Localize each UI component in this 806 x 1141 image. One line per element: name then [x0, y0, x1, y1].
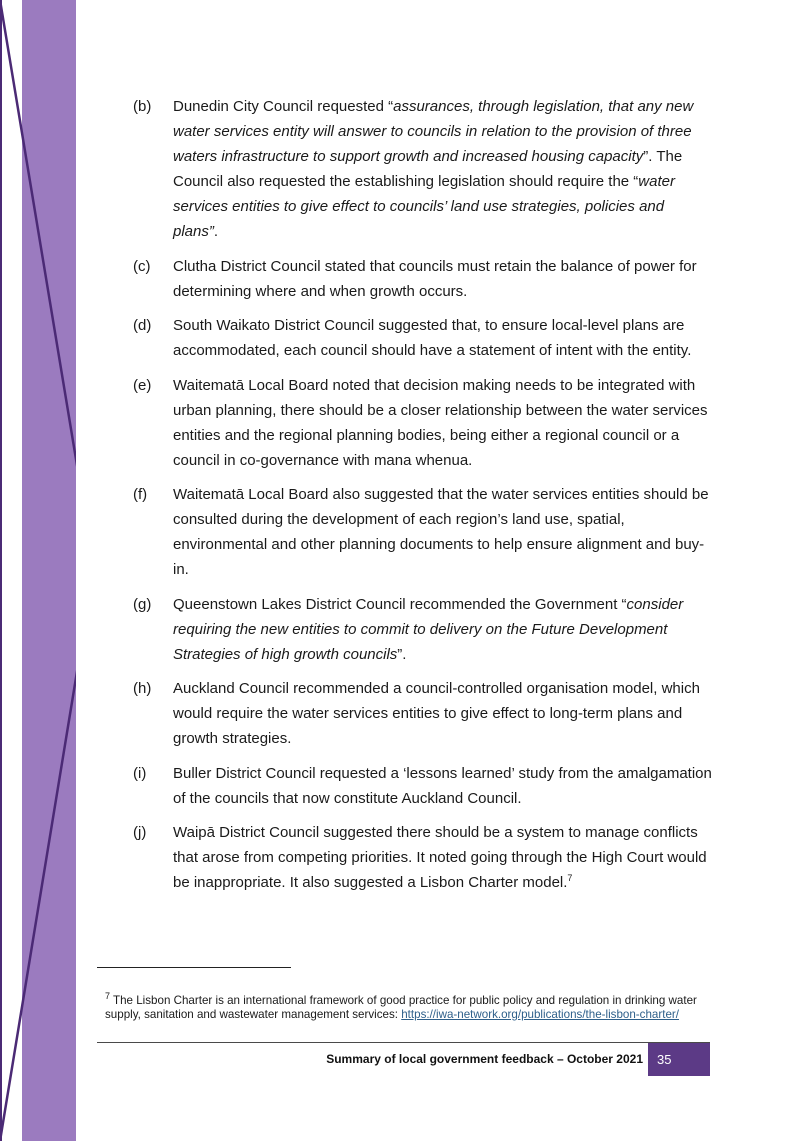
- list-item: [133, 820, 713, 895]
- list-item-label: (j): [133, 824, 147, 841]
- text-segment: South Waikato District Council suggested that, to ensure local-level plans are accommodated, each council should have a statement of intent with the entity.: [173, 317, 692, 359]
- list-item-text: [173, 482, 713, 582]
- footnote-separator: [97, 967, 291, 968]
- list-item-label: (h): [133, 680, 152, 697]
- footnote-text: The Lisbon Charter is an international framework of good practice for public policy and regulation in drinking water supply, sanitation and wastewater management services:: [105, 994, 697, 1021]
- quoted-text: assurances, through legislation, that any new water services entity will answer to councils in relation to the provision of three waters infrastructure to support growth and increased housing capacity: [173, 98, 694, 165]
- sidebar-band: [22, 0, 76, 1141]
- list-item-text: [173, 592, 713, 667]
- text-segment: ”.: [397, 645, 407, 663]
- footer-rule: [97, 1042, 710, 1043]
- text-segment: Auckland Council recommended a council-controlled organisation model, which would require the water services entities to give effect to long-term plans and growth strategies.: [173, 680, 700, 747]
- list-item: [133, 254, 713, 304]
- list-item-text: [173, 313, 713, 363]
- footnote-number: 7: [105, 991, 111, 1002]
- list-item-label: (d): [133, 317, 152, 334]
- text-segment: Dunedin City Council requested “: [173, 98, 394, 115]
- footnote-body: [97, 991, 707, 1021]
- list-item-text: [173, 820, 713, 895]
- page-number: 35: [657, 1052, 672, 1067]
- list-item-text: [173, 676, 713, 751]
- list-item: [133, 313, 713, 363]
- list-item-label: (b): [133, 98, 152, 115]
- text-segment: Waipā District Council suggested there should be a system to manage conflicts that arose from competing priorities. It noted going through the High Court would be inappropriate. It also suggested a Lisbon Charter model.: [173, 824, 707, 891]
- text-segment: Waitematā Local Board also suggested that the water services entities should be consulted during the development of each region’s land use, spatial, environmental and other planning documents to help ensure alignment and buy-in.: [173, 486, 709, 578]
- list-item-text: [173, 761, 713, 811]
- list-item: [133, 373, 713, 473]
- list-item-label: (f): [133, 486, 148, 503]
- text-segment: .: [213, 223, 219, 240]
- text-segment: Queenstown Lakes District Council recommended the Government “: [173, 595, 627, 613]
- text-segment: Waitematā Local Board noted that decision making needs to be integrated with urban planning, there should be a closer relationship between the water services entities and the regional planning bodies, being either a regional council or a council in co-governance with mana whenua.: [173, 376, 708, 469]
- list-item-label: (e): [133, 376, 152, 394]
- list-item-text: [173, 373, 713, 473]
- list-item: [133, 94, 713, 244]
- quoted-text: water services entities to give effect to councils’ land use strategies, policies and plans”: [173, 173, 675, 240]
- list-item-label: (i): [133, 764, 147, 782]
- list-item-text: [173, 94, 713, 244]
- footer-title: Summary of local government feedback – October 2021: [326, 1052, 643, 1066]
- text-segment: ”. The Council also requested the establishing legislation should require the “: [173, 148, 683, 190]
- list-item: [133, 761, 713, 811]
- sidebar-graphic: [0, 0, 76, 1141]
- list-item: [133, 482, 713, 582]
- list-item: [133, 676, 713, 751]
- main-content: [133, 94, 713, 905]
- list-item-text: [173, 254, 713, 304]
- footnote-link[interactable]: https://iwa-network.org/publications/the-lisbon-charter/: [401, 1007, 679, 1021]
- list-item: [133, 592, 713, 667]
- list-item-label: (c): [133, 257, 151, 275]
- page-number-box: [648, 1043, 710, 1076]
- decorative-sidebar: [0, 0, 76, 1141]
- footnote: [97, 991, 707, 1021]
- list-item-label: (g): [133, 595, 152, 613]
- text-segment: Buller District Council requested a ‘lessons learned’ study from the amalgamation of the councils that now constitute Auckland Council.: [173, 764, 712, 807]
- footnote-reference[interactable]: 7: [567, 873, 573, 883]
- text-segment: Clutha District Council stated that councils must retain the balance of power for determining where and when growth occurs.: [173, 257, 697, 300]
- quoted-text: consider requiring the new entities to commit to delivery on the Future Development Strategies of high growth councils: [173, 595, 684, 663]
